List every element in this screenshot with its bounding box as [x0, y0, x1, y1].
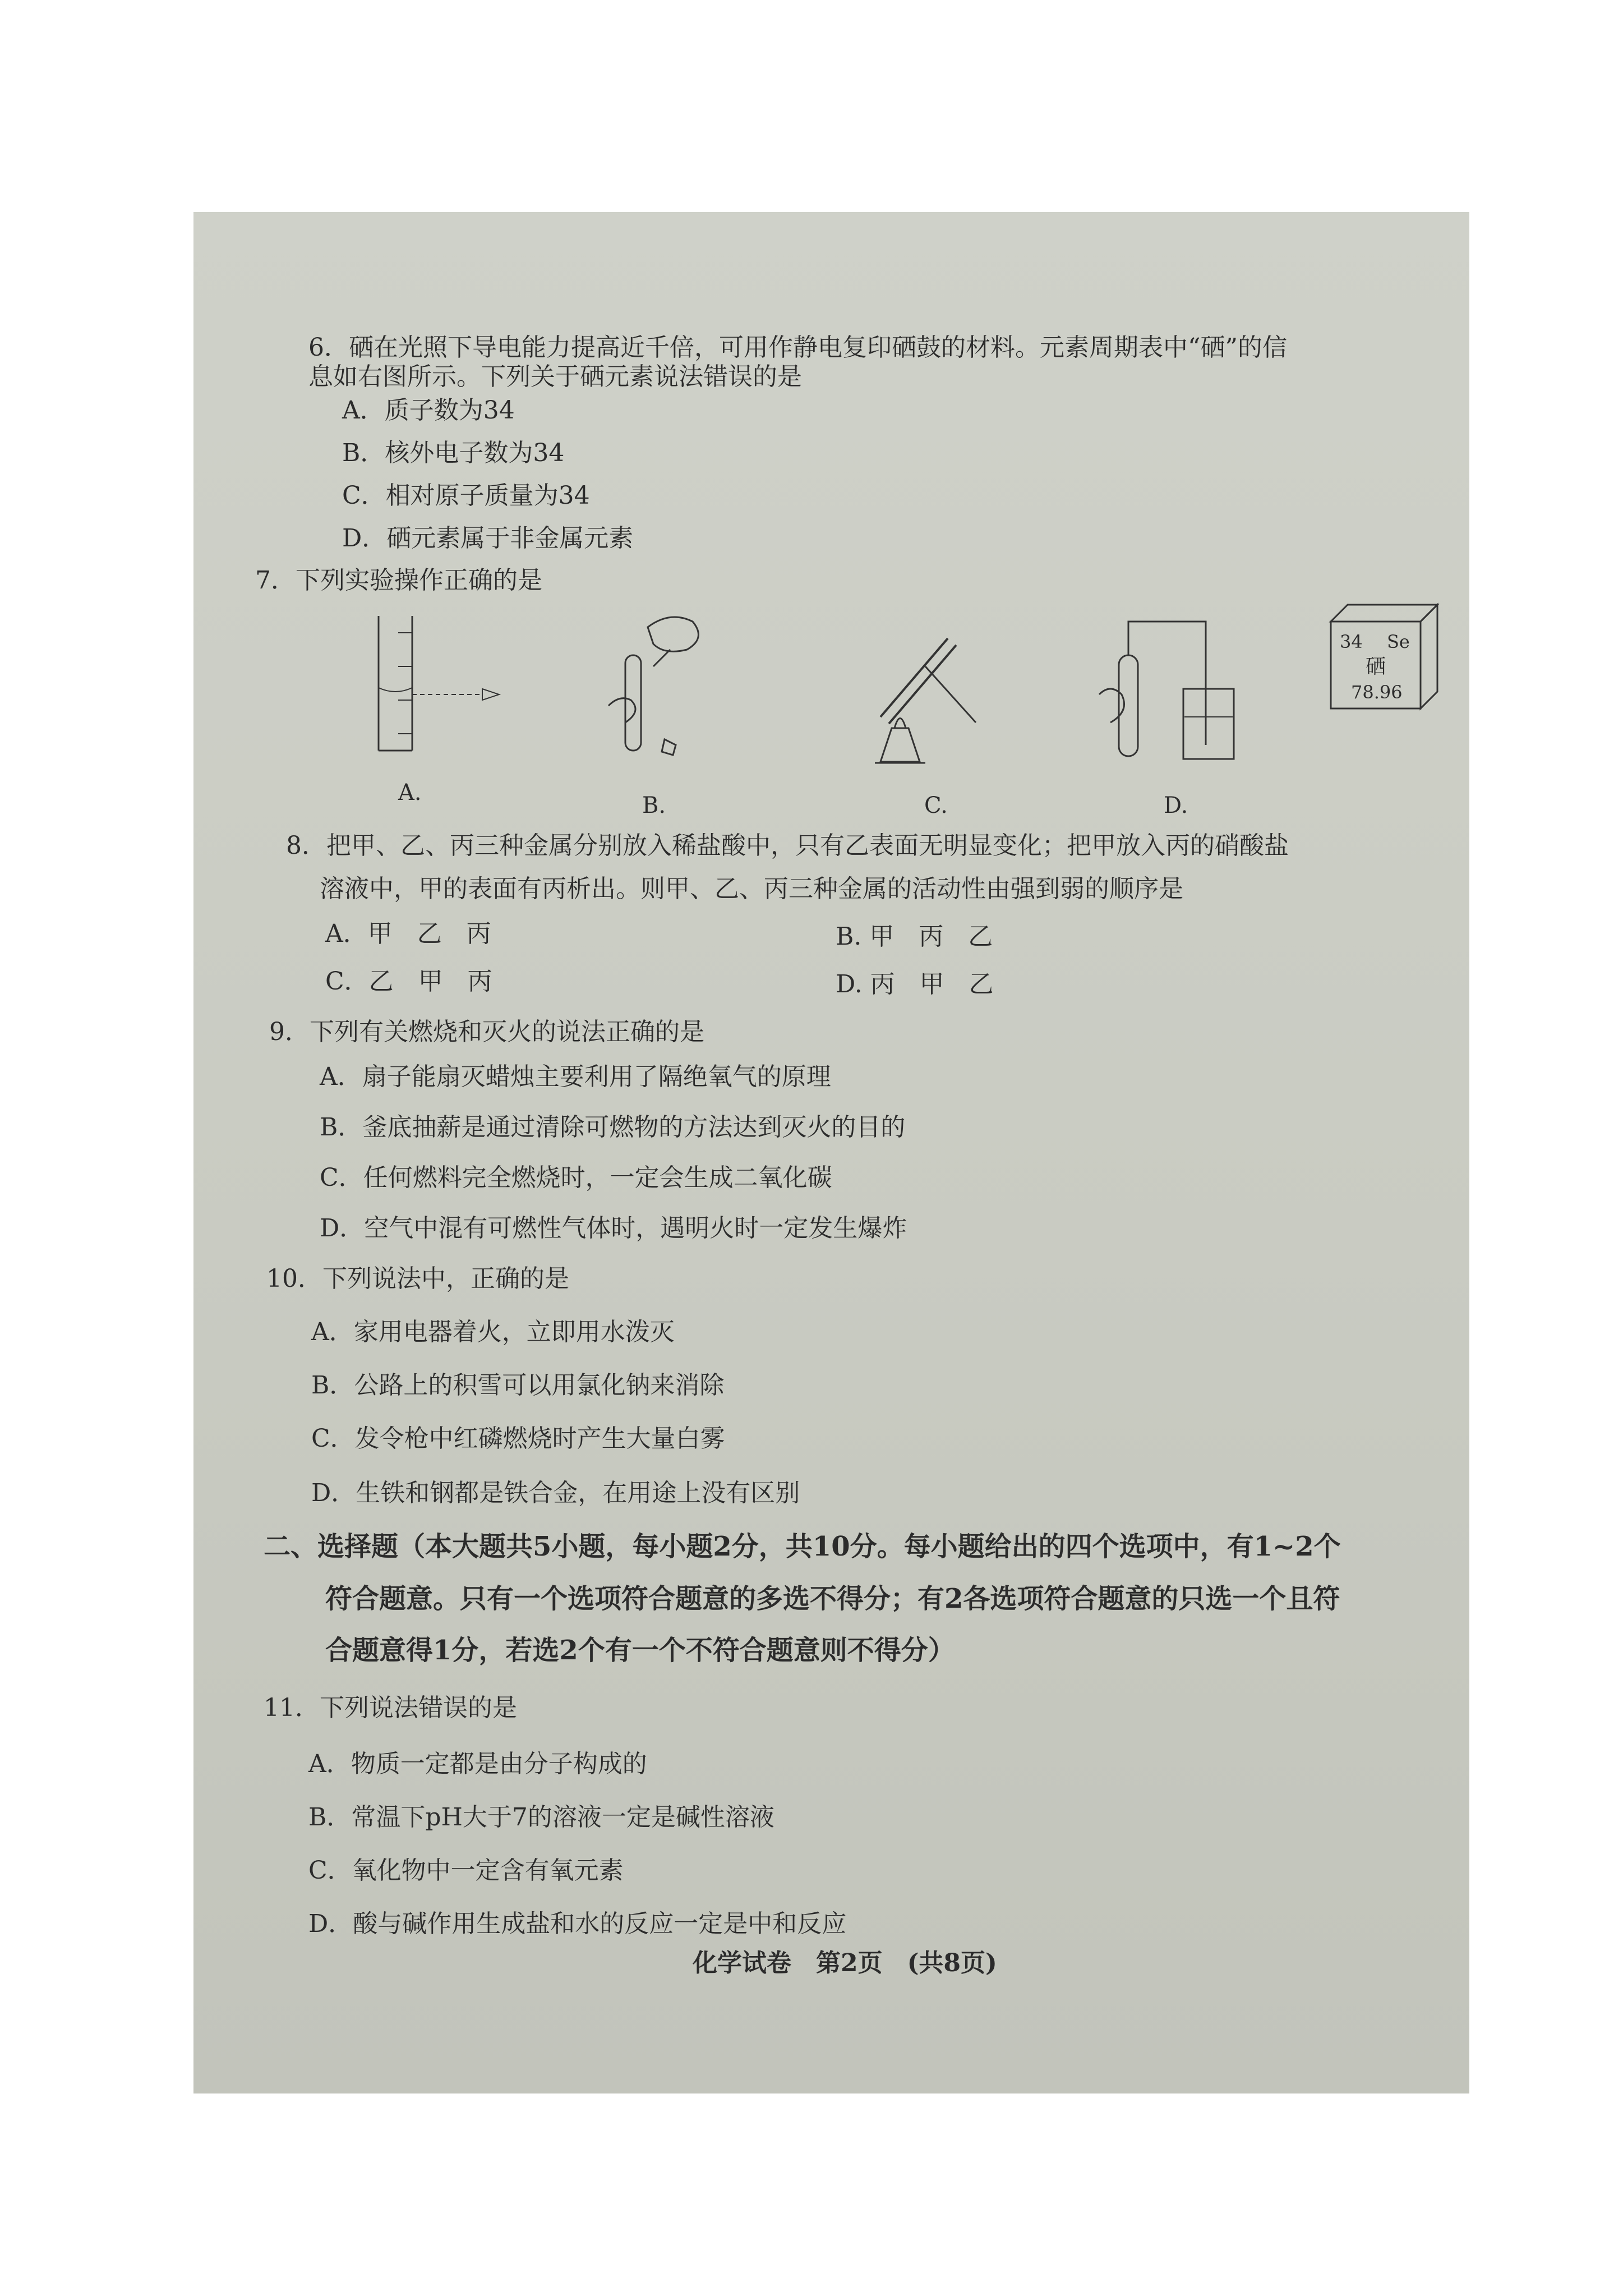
- graduated-cylinder-illustration: [367, 616, 513, 764]
- q8-stem-line1: 8．把甲、乙、丙三种金属分别放入稀盐酸中，只有乙表面无明显变化；把甲放入丙的硝酸盐: [286, 831, 1289, 860]
- q7-caption-d: D.: [1164, 793, 1188, 818]
- q11-option-d: D．酸与碱作用生成盐和水的反应一定是中和反应: [308, 1910, 847, 1938]
- element-name: 硒: [1366, 655, 1386, 678]
- airtightness-check-illustration: [1077, 610, 1245, 775]
- q10-stem: 10．下列说法中，正确的是: [266, 1264, 569, 1293]
- q11-option-a: A．物质一定都是由分子构成的: [308, 1750, 647, 1778]
- q6-option-d: D．硒元素属于非金属元素: [342, 524, 634, 553]
- q9-option-d: D．空气中混有可燃性气体时，遇明火时一定发生爆炸: [320, 1214, 907, 1243]
- element-number: 34: [1340, 631, 1363, 652]
- q11-option-b: B．常温下pH大于7的溶液一定是碱性溶液: [308, 1803, 774, 1832]
- q9-option-b: B．釜底抽薪是通过清除可燃物的方法达到灭火的目的: [320, 1113, 906, 1142]
- page-footer: 化学试卷 第2页 (共8页): [693, 1949, 997, 1977]
- element-mass: 78.96: [1351, 682, 1403, 703]
- q8-stem-line2: 溶液中，甲的表面有丙析出。则甲、乙、丙三种金属的活动性由强到弱的顺序是: [320, 875, 1183, 903]
- q7-caption-b: B.: [642, 793, 666, 818]
- q7-stem: 7．下列实验操作正确的是: [255, 566, 542, 595]
- q6-stem-line2: 息如右图所示。下列关于硒元素说法错误的是: [308, 362, 802, 391]
- q9-option-a: A．扇子能扇灭蜡烛主要利用了隔绝氧气的原理: [320, 1062, 831, 1091]
- q10-option-c: C．发令枪中红磷燃烧时产生大量白雾: [311, 1424, 725, 1453]
- q11-option-c: C．氧化物中一定含有氧元素: [308, 1856, 624, 1885]
- heating-test-tube-illustration: [858, 616, 1004, 775]
- q10-option-a: A．家用电器着火，立即用水泼灭: [311, 1318, 675, 1346]
- selenium-element-card: [1325, 599, 1449, 714]
- q6-option-a: A．质子数为34: [342, 396, 515, 425]
- test-tube-solid-illustration: [586, 605, 721, 775]
- q10-option-d: D．生铁和钢都是铁合金，在用途上没有区别: [311, 1479, 800, 1507]
- q8-option-c: C．乙 甲 丙: [325, 967, 492, 996]
- q8-option-b: B. 甲 丙 乙: [836, 922, 993, 951]
- section2-line2: 符合题意。只有一个选项符合题意的多选不得分；有2各选项符合题意的只选一个且符: [325, 1583, 1340, 1614]
- q10-option-b: B．公路上的积雪可以用氯化钠来消除: [311, 1371, 725, 1400]
- q8-option-d: D. 丙 甲 乙: [836, 970, 994, 999]
- q6-option-c: C．相对原子质量为34: [342, 481, 590, 510]
- q6-option-b: B．核外电子数为34: [342, 439, 565, 467]
- q11-stem: 11．下列说法错误的是: [264, 1694, 517, 1722]
- q8-option-a: A．甲 乙 丙: [325, 919, 491, 948]
- q6-stem-line1: 6．硒在光照下导电能力提高近千倍，可用作静电复印硒鼓的材料。元素周期表中“硒”的信: [308, 333, 1287, 362]
- q7-caption-c: C.: [924, 793, 948, 818]
- q9-stem: 9．下列有关燃烧和灭火的说法正确的是: [269, 1018, 704, 1046]
- q7-caption-a: A.: [398, 780, 422, 806]
- q9-option-c: C．任何燃料完全燃烧时，一定会生成二氧化碳: [320, 1163, 832, 1192]
- element-symbol: Se: [1387, 631, 1410, 652]
- section2-line1: 二、选择题（本大题共5小题，每小题2分，共10分。每小题给出的四个选项中，有1~2个: [264, 1531, 1341, 1562]
- exam-sheet: [193, 212, 1469, 2093]
- section2-line3: 合题意得1分，若选2个有一个不符合题意则不得分）: [325, 1635, 955, 1666]
